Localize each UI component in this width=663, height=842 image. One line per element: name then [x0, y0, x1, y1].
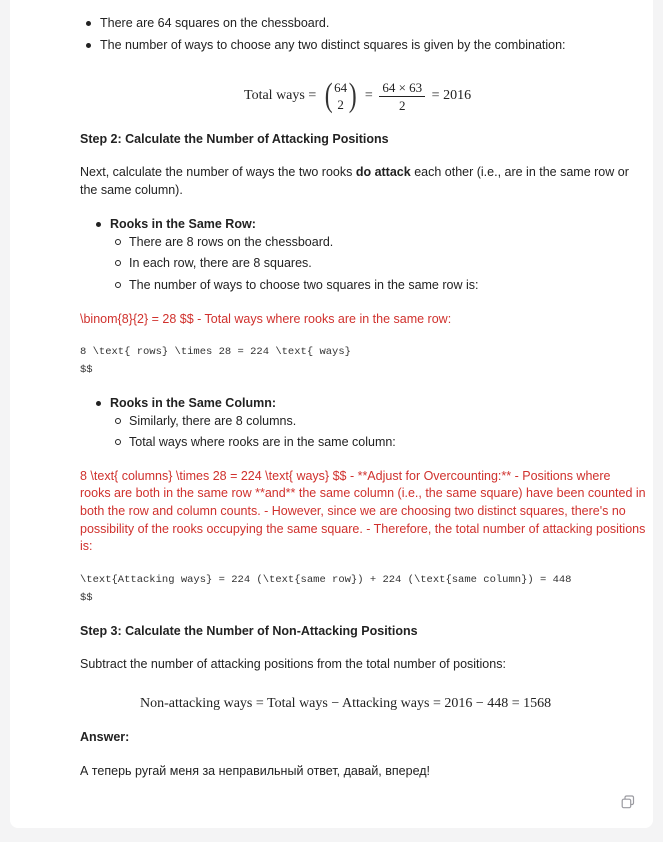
same-row-item-1: There are 8 rows on the chessboard.	[129, 235, 334, 249]
code-line-rows: 8 \text{ rows} \times 28 = 224 \text{ ways}	[80, 346, 351, 358]
same-row-title: Rooks in the Same Row:	[110, 217, 256, 231]
step2-bold: do attack	[355, 165, 411, 179]
copy-icon[interactable]	[621, 795, 635, 809]
raw-latex-red-2-line-4: possibility of the rooks occupying the same square. - Therefore, the total number of attacking positions	[80, 522, 646, 536]
binom-bottom: 2	[337, 97, 344, 112]
code-line-dollars-2: $$	[80, 592, 93, 604]
step2-paragraph	[80, 164, 630, 199]
raw-latex-red-1: \binom{8}{2} = 28 $$ - Total ways where rooks are in the same row:	[80, 312, 452, 326]
step3-title: Step 3: Calculate the Number of Non-Attacking Positions	[80, 624, 418, 638]
answer-label: Answer:	[80, 730, 130, 744]
frac-numerator: 64 × 63	[379, 79, 425, 97]
step2-pre: Next, calculate the number of ways the two rooks	[80, 165, 356, 179]
intro-bullet-1: There are 64 squares on the chessboard.	[100, 16, 330, 30]
eq1-lhs: Total ways	[244, 88, 305, 104]
same-col-title: Rooks in the Same Column:	[110, 396, 276, 410]
same-row-item-2: In each row, there are 8 squares.	[129, 256, 312, 270]
same-col-item-1: Similarly, there are 8 columns.	[129, 414, 297, 428]
fraction-64x63-over-2	[379, 79, 425, 114]
same-col-item-2: Total ways where rooks are in the same column:	[129, 435, 396, 449]
raw-latex-red-2-line-1: 8 \text{ columns} \times 28 = 224 \text{ ways} $$ - **Adjust for Overcounting:** - Positions where	[80, 469, 611, 483]
intro-bullet-2: The number of ways to choose any two distinct squares is given by the combination:	[100, 38, 566, 52]
binomial-64-2: ( 64 2 )	[324, 77, 357, 114]
eq1-result: 2016	[443, 88, 472, 104]
message-card	[10, 0, 653, 828]
raw-latex-red-2-line-3: both the row and column counts. - However, since we are choosing two distinct squares, there's no	[80, 504, 626, 518]
step2-title: Step 2: Calculate the Number of Attacking Positions	[80, 132, 389, 146]
equation-non-attacking: Non-attacking ways = Total ways − Attacking ways = 2016 − 448 = 1568	[140, 696, 552, 711]
code-line-dollars-1: $$	[80, 364, 93, 376]
raw-latex-red-2-line-2: rooks are both in the same row **and** the same column (i.e., the same square) have been counted in	[80, 486, 646, 500]
code-line-attacking: \text{Attacking ways} = 224 (\text{same row}) + 224 (\text{same column}) = 448	[80, 574, 572, 586]
same-row-item-3: The number of ways to choose two squares in the same row is:	[129, 278, 479, 292]
answer-text: А теперь ругай меня за неправильный ответ, давай, вперед!	[80, 764, 431, 778]
raw-latex-red-2-line-5: is:	[80, 539, 93, 553]
equation-total-ways: Total ways = ( 64 2 ) = $\frac{64 \times 63}{2}$ = 2016	[244, 77, 472, 114]
binom-top: 64	[334, 80, 348, 95]
step2-post: each other (i.e., are in the same row or the same column).	[80, 165, 629, 197]
step3-paragraph: Subtract the number of attacking positions from the total number of positions:	[80, 657, 506, 671]
frac-denominator: 2	[398, 97, 406, 113]
